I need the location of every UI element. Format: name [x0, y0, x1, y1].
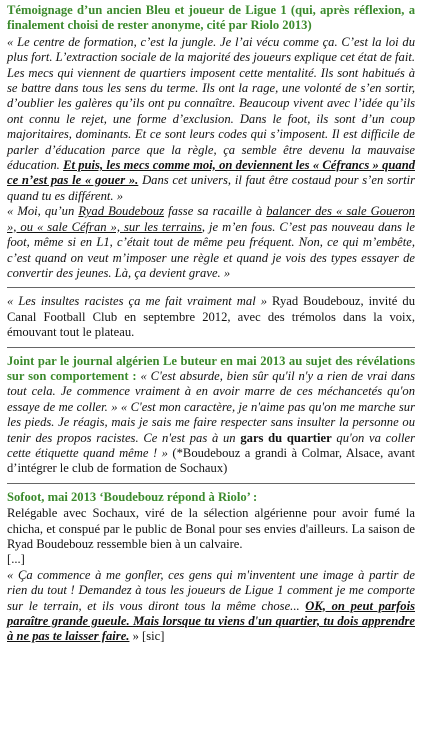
quote-text: « Les insultes racistes ça me fait vraiment mal » [7, 294, 268, 309]
section-le-buteur [7, 354, 415, 484]
le-buteur-paragraph [7, 354, 415, 477]
quote-text: Dans cet univers, il faut être costaud pour s’en sortir quand tu es différent. » [7, 173, 416, 203]
testimony-quote-2 [7, 204, 415, 281]
player-name-link[interactable]: Ryad Boudebouz [78, 204, 165, 219]
quote-emphasis: OK, on peut parfois paraître grande gueule. Mais lorsque tu viens d'un quartier, tu dois apprendre à ne pas te laisser faire. [7, 598, 416, 644]
quote-context: Ryad Boudebouz, invité du Canal Football Club en septembre 2012, avec des trémolos dans la voix, émouvant tout le plateau. [7, 294, 415, 340]
quote-text: « C'est absurde, bien sûr qu'il n'y a rien de vrai dans tout cela. Je commence vraiment à en avoir marre de ces méchancetés qu'on essaye de me coller. » « C'est mon caractère, je n'aime pas qu'on me marche sur les pieds. Je réagis, mais je sais me faire respecter sans insulter la personne ou tenir des propos racistes. Ce n'est pas à un [7, 368, 415, 445]
quote-text: « Ça commence à me gonfler, ces gens qui m'inventent une image à partir de rien du tout ! Demandez à tous les joueurs de Ligue 1 comment je me comporte sur le terrain, et ils vous diront tous la même chose... [7, 567, 415, 613]
sofoot-intro: Relégable avec Sochaux, viré de la sélection algérienne pour avoir fumé la chicha, et conspué par le public de Bonal pour ses envies d'ailleurs. La saison de Ryad Boudebouz ressemble bien à un calvaire. [7, 506, 415, 551]
section-sofoot [7, 490, 415, 651]
quote-emphasis: Et puis, les mecs comme moi, on deviennent les « Céfrancs » quand ce n’est pas le « gouer ». [7, 158, 415, 188]
quote-close: » [sic] [129, 629, 165, 644]
quote-emphasis: gars du quartier [240, 430, 332, 445]
quote-text: , je m’en fous. C’est pas nouveau dans le foot, même si en L1, c’était tout de même peu fréquent. Non, ce qui m’embête, c’est quand on veut m’imposer une règle et quand je vois des types essayer de convertir des jeunes. Là, ça devient grave. » [7, 219, 415, 280]
canal-quote [7, 294, 415, 340]
sofoot-ellipsis: [...] [7, 552, 25, 567]
quote-text: « Moi, qu’un [7, 204, 79, 219]
quote-text: « Le centre de formation, c’est la jungle. Je l’ai vécu comme ça. C’est la loi du plus fort. L’extraction sociale de la majorité des joueurs explique cet état de fait. Les mecs qui viennent de quartiers imposent cette mentalité. Ils sont habitués à se battre dans tous les sens du terme. Ils ont la rage, une volonté de s’en sortir, d’oublier les galères qu’ils ont pu connaître. Beaucoup vivent avec l’idée qu’ils ont connu le rejet, une forme d’exclusion. Dans le foot, ils sont d’un coup majoritaires, dominants. Et ce sont leurs codes qui s’imposent. Il est difficile de parler d’éducation parce que la règle, ça semble être devenu la mauvaise éducation. [7, 34, 415, 173]
testimony-heading: Témoignage d’un ancien Bleu et joueur de Ligue 1 (qui, après réflexion, a finalement choisi de rester anonyme, cité par Riolo 2013) [7, 3, 415, 33]
sofoot-heading: Sofoot, mai 2013 ‘Boudebouz répond à Riolo’ : [7, 489, 258, 504]
section-testimony [7, 3, 415, 288]
quote-text: fasse sa racaille à [164, 204, 267, 219]
testimony-quote-1 [7, 35, 415, 204]
le-buteur-heading: Joint par le journal algérien Le buteur en mai 2013 au sujet des révélations sur son comportement : [7, 353, 415, 383]
section-canal-football [7, 294, 415, 347]
footnote: (*Boudebouz a grandi à Colmar, Alsace, avant d’intégrer le club de formation de Sochaux) [7, 445, 415, 476]
quote-text: qu'on va coller cette étiquette quand même ! » [7, 430, 416, 460]
insults-link[interactable]: balancer des « sale Goueron », ou « sale Céfran », sur les terrains [7, 204, 415, 234]
sofoot-quote [7, 568, 415, 645]
